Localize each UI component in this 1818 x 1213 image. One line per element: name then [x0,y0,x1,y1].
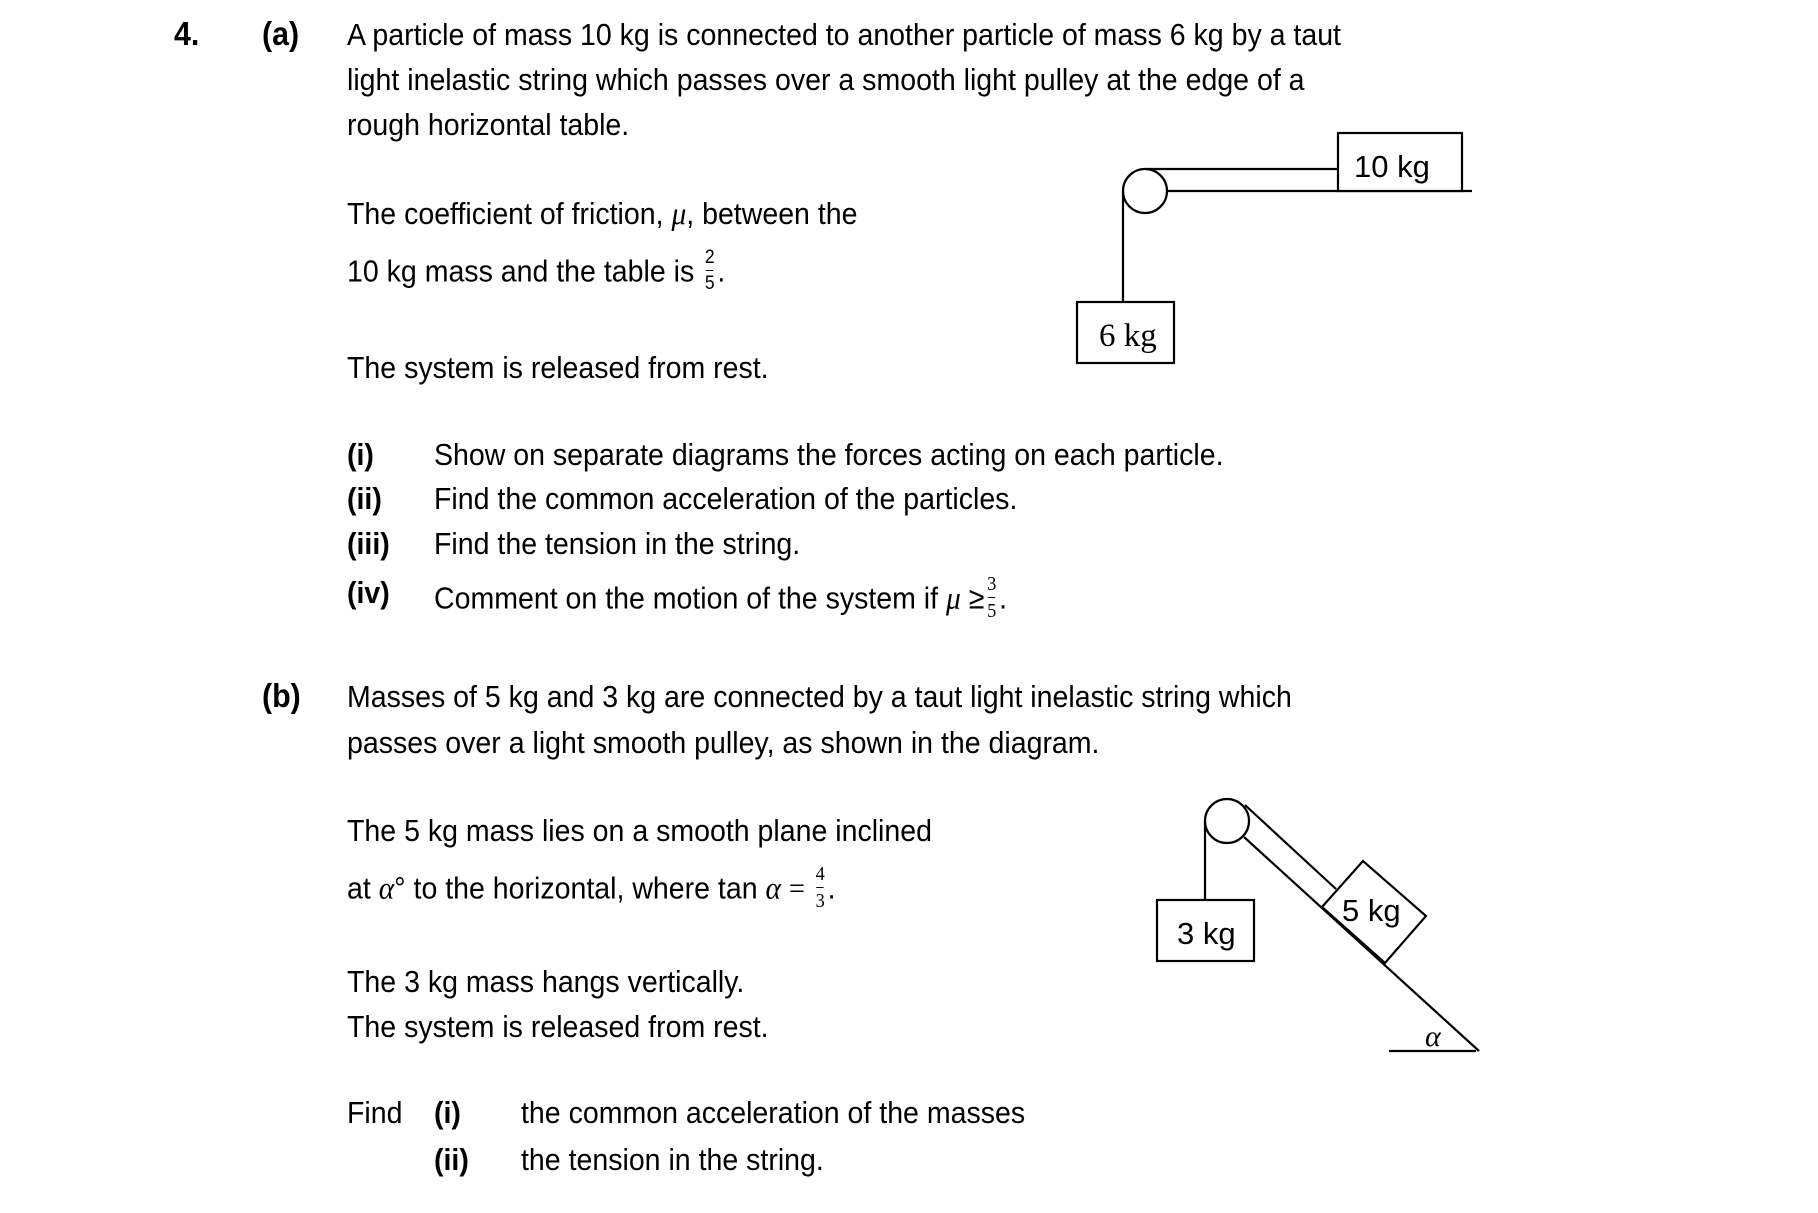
pulley-icon [1205,799,1249,843]
part-a-subpart-text-ii: Find the common acceleration of the particles. [434,481,1018,516]
pulley-icon [1123,169,1167,213]
mass-3kg-label: 3 kg [1177,916,1236,951]
part-b-hangs: The 3 kg mass hangs vertically. [347,964,745,999]
mass-6kg-label: 6 kg [1099,318,1157,354]
part-a-label: (a) [262,15,300,52]
part-a-intro-line-2: light inelastic string which passes over a smooth light pulley at the edge of a [347,62,1305,97]
fraction-numerator: 4 [815,863,825,885]
part-a-subpart-label-i: (i) [347,437,374,472]
friction-text-line2: 10 kg mass and the table is [347,253,695,289]
part-a-subpart-text-i: Show on separate diagrams the forces acting on each particle. [434,437,1224,472]
incline-text: to the horizontal, where tan [413,870,758,906]
friction-period: . [717,253,726,289]
alpha-symbol: α [765,869,781,906]
part-b-intro-line-2: passes over a light smooth pulley, as shown in the diagram. [347,725,1100,760]
angle-alpha-label: α [1425,1020,1441,1053]
fraction-numerator: 3 [987,573,997,595]
part-a-subpart-label-ii: (ii) [347,481,382,516]
fraction-denominator: 5 [704,273,715,294]
part-b-label: (b) [262,677,301,714]
subpart-iv-period: . [999,580,1008,616]
part-a-subpart-text-iii: Find the tension in the string. [434,526,801,561]
part-a-subpart-label-iii: (iii) [347,526,390,561]
geq-symbol: ≥ [968,580,985,616]
part-b-subpart-text-i: the common acceleration of the masses [521,1095,1026,1130]
part-b-subpart-label-ii: (ii) [434,1142,469,1177]
incline-period: . [827,870,836,906]
part-a-intro-line-3: rough horizontal table. [347,107,630,142]
degree-symbol: ° [394,870,406,906]
part-a-subpart-label-iv: (iv) [347,575,390,610]
equals-symbol: = [788,870,805,906]
mass-5kg-label: 5 kg [1342,893,1401,928]
part-b-released: The system is released from rest. [347,1009,769,1044]
part-b-subpart-text-ii: the tension in the string. [521,1142,824,1177]
alpha-symbol: α [378,869,395,906]
part-b-intro-line-1: Masses of 5 kg and 3 kg are connected by a taut light inelastic string which [347,679,1292,714]
fraction-denominator: 5 [987,600,997,622]
fraction-numerator: 2 [704,247,715,268]
find-label: Find [347,1095,403,1130]
part-a-released: The system is released from rest. [347,350,769,385]
question-number: 4. [174,15,200,52]
mu-symbol: μ [671,195,687,231]
part-b-subpart-label-i: (i) [434,1095,461,1130]
mass-10kg-label: 10 kg [1354,149,1430,184]
friction-text-pre: The coefficient of friction, [347,196,664,231]
incline-string [1245,805,1336,889]
fraction-denominator: 3 [815,890,825,912]
friction-text-post: , between the [686,196,858,231]
incline-statement-line-1: The 5 kg mass lies on a smooth plane inclined [347,813,932,848]
mu-symbol: μ [946,579,961,616]
subpart-iv-text: Comment on the motion of the system if [434,580,939,616]
part-a-intro-line-1: A particle of mass 10 kg is connected to another particle of mass 6 kg by a taut [347,17,1341,52]
incline-at: at [347,870,371,906]
